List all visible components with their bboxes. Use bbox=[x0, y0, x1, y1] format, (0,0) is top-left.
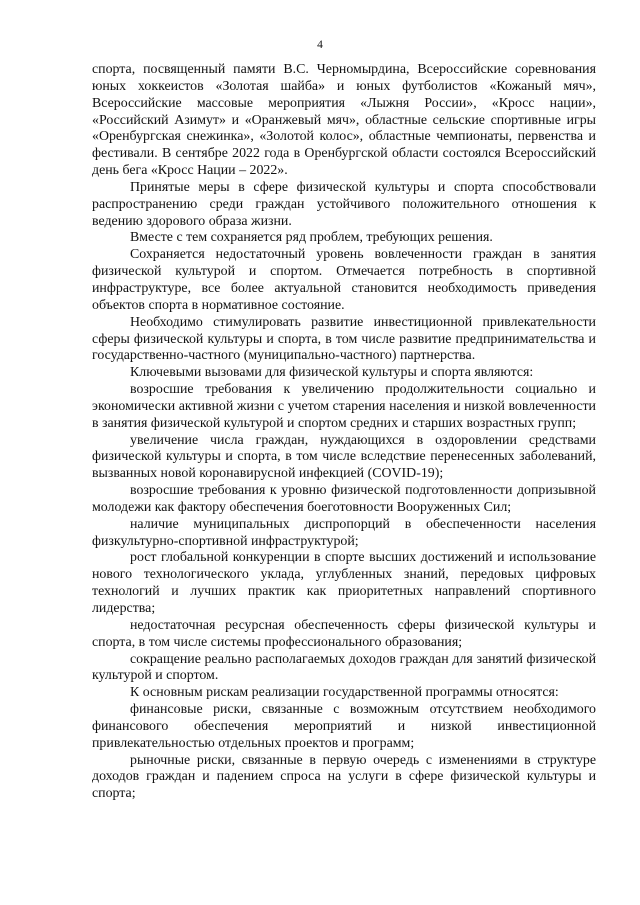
paragraph: Принятые меры в сфере физической культуры и спорта способствовали распространению среди граждан устойчивого положительного отношения к ведению здорового образа жизни. bbox=[92, 179, 596, 229]
list-item: рыночные риски, связанные в первую очередь с изменениями в структуре доходов граждан и падением спроса на услуги в сфере физической культуры и спорта; bbox=[92, 752, 596, 802]
list-item: финансовые риски, связанные с возможным отсутствием необходимого финансового обеспечения мероприятий и низкой инвестиционной привлекательностью отдельных проектов и программ; bbox=[92, 702, 596, 751]
list-item: рост глобальной конкуренции в спорте высших достижений и использование нового технологического уклада, углубленных знаний, передовых цифровых технологий и лучших практик как приоритетных направлений спортивного лидерства; bbox=[92, 550, 596, 616]
paragraph: Необходимо стимулировать развитие инвестиционной привлекательности сферы физической культуры и спорта, в том числе развитие предпринимательства и государственно-частного (муниципально-частного) партнерства. bbox=[92, 314, 596, 364]
page-number: 4 bbox=[317, 39, 323, 51]
paragraph: К основным рискам реализации государственной программы относятся: bbox=[130, 685, 559, 701]
list-item: недостаточная ресурсная обеспеченность сферы физической культуры и спорта, в том числе системы профессионального образования; bbox=[92, 617, 596, 650]
list-item: возросшие требования к уровню физической подготовленности допризывной молодежи как фактору обеспечения боеготовности Вооруженных Сил; bbox=[92, 483, 596, 515]
paragraph: Вместе с тем сохраняется ряд проблем, требующих решения. bbox=[130, 230, 493, 246]
paragraph: Ключевыми вызовами для физической культуры и спорта являются: bbox=[130, 365, 534, 381]
list-item: возросшие требования к увеличению продолжительности социально и экономически активной жизни с учетом старения населения и низкой вовлеченности в занятия физической культурой и спортом средних и старших возрастных групп; bbox=[92, 382, 596, 431]
list-item: сокращение реально располагаемых доходов граждан для занятий физической культурой и спортом. bbox=[92, 651, 596, 684]
paragraph: спорта, посвященный памяти В.С. Черномырдина, Всероссийские соревнования юных хоккеистов «Золотая шайба» и юных футболистов «Кожаный мяч», Всероссийские массовые мероприятия «Лыжня России», «Кросс нации», «Российский Азимут» и «Оранжевый мяч», областные сельские спортивные игры «Оренбургская снежинка», «Золотой колос», областные чемпионаты, первенства и фестивали. В сентябре 2022 года в Оренбургской области состоялся Всероссийский день бега «Кросс Нации – 2022». bbox=[92, 62, 596, 179]
paragraph: Сохраняется недостаточный уровень вовлеченности граждан в занятия физической культурой и спортом. Отмечается потребность в спортивной инфраструктуре, все более актуальной становится необходимость приведения объектов спорта в нормативное состояние. bbox=[92, 247, 596, 313]
list-item: увеличение числа граждан, нуждающихся в оздоровлении средствами физической культуры и спорта, в том числе вследствие перенесенных заболеваний, вызванных новой коронавирусной инфекцией (COVID-19); bbox=[92, 432, 596, 482]
document-body bbox=[92, 62, 596, 803]
list-item: наличие муниципальных диспропорций в обеспеченности населения физкультурно-спортивной инфраструктурой; bbox=[92, 516, 596, 549]
